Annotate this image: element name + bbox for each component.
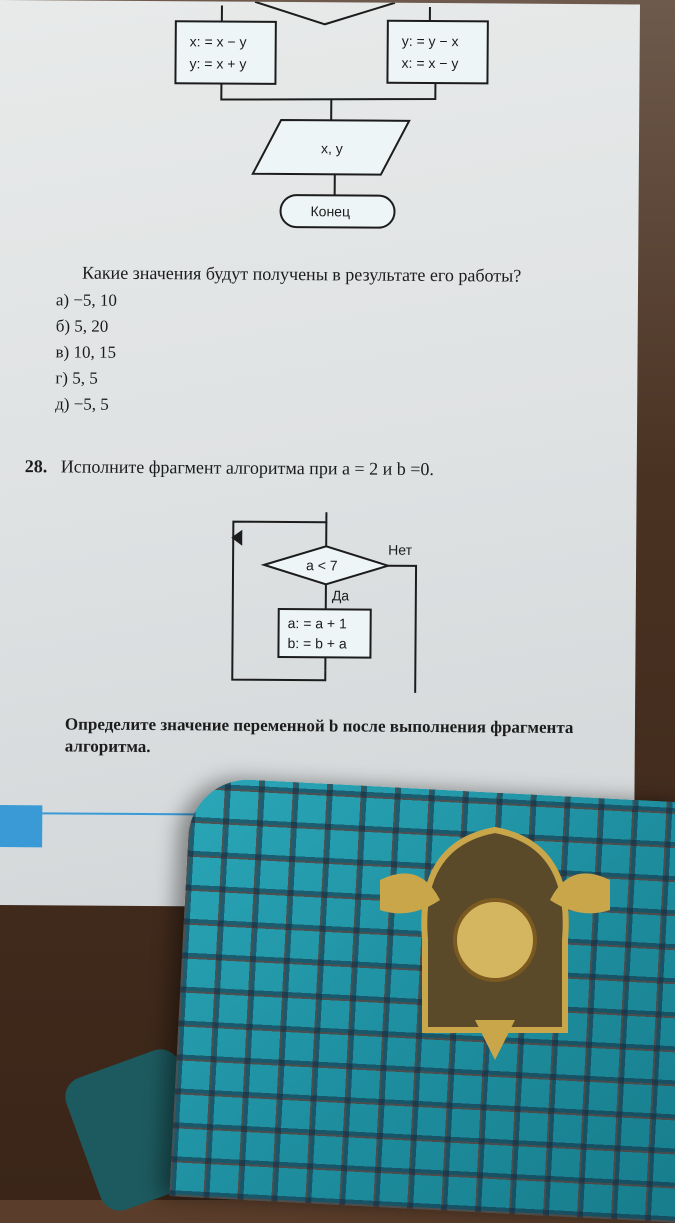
task-number: 28.: [25, 456, 48, 477]
task-text: Исполните фрагмент алгоритма при a = 2 и b =0.: [61, 456, 434, 480]
no-label: Нет: [388, 542, 413, 558]
output-text: x, y: [321, 140, 343, 156]
option-e: д) −5, 5: [55, 394, 109, 414]
left-box-line-1: x: = x − y: [190, 33, 247, 49]
question-text: Какие значения будут получены в результате его работы?: [82, 263, 521, 287]
end-text: Конец: [310, 203, 350, 219]
option-c: в) 10, 15: [55, 342, 116, 362]
right-box-line-1: y: = y − x: [402, 33, 459, 49]
case-emblem: [380, 820, 610, 1080]
page-margin-bar: [0, 805, 42, 847]
left-box-line-2: y: = x + y: [190, 55, 247, 71]
option-b: б) 5, 20: [56, 316, 109, 336]
no-branch-line: [387, 566, 416, 693]
right-box-line-2: x: = x − y: [402, 55, 459, 71]
condition-text: a < 7: [306, 557, 338, 573]
option-a: а) −5, 10: [56, 290, 117, 310]
final-question: Определите значение переменной b после выполнения фрагмента алгоритма.: [65, 713, 625, 761]
option-d: г) 5, 5: [55, 368, 98, 388]
right-assign-box: [387, 21, 487, 84]
yes-label: Да: [332, 587, 350, 603]
emblem-lion-head: [455, 900, 535, 980]
loop-body-line-2: b: = b + a: [287, 635, 346, 651]
left-assign-box: [175, 21, 275, 84]
loop-body-line-1: a: = a + 1: [288, 615, 347, 631]
emblem-fleur: [475, 1020, 515, 1060]
